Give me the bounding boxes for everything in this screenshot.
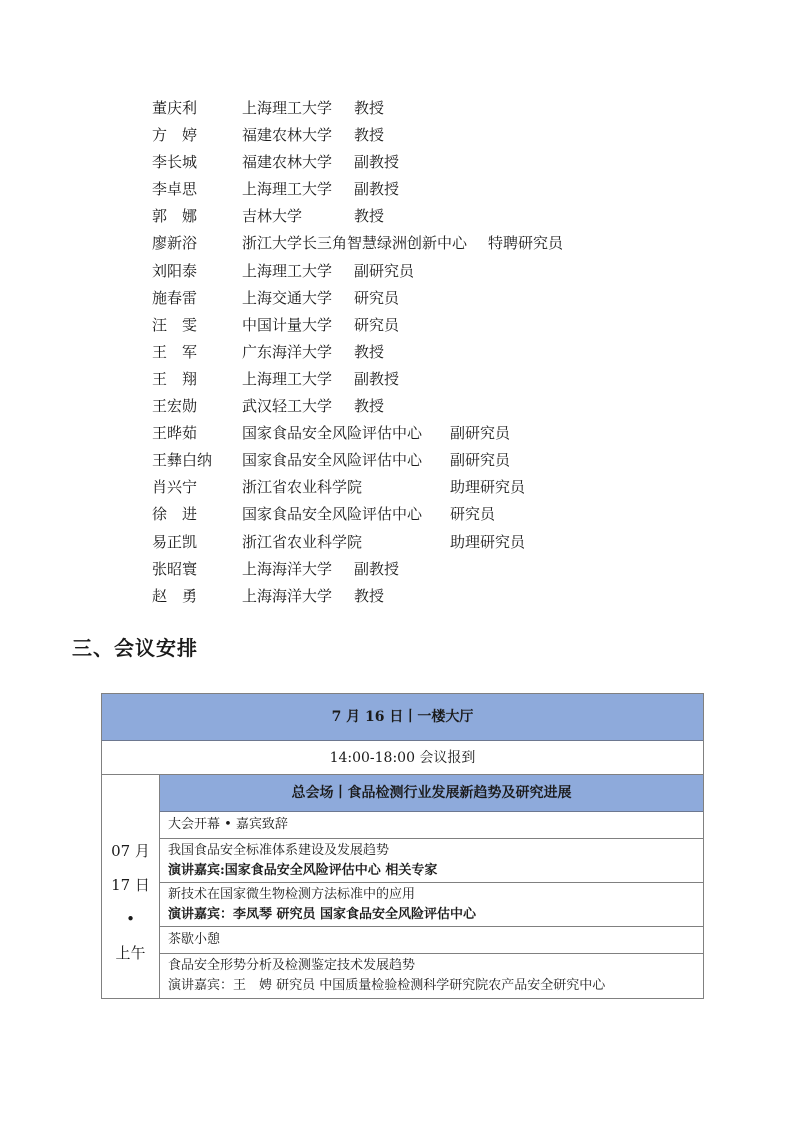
agenda-item-microbial-methods	[160, 883, 703, 927]
schedule-table	[101, 693, 704, 999]
member-organization: 上海理工大学	[242, 369, 333, 388]
member-name: 徐 进	[152, 505, 198, 524]
agenda-speaker: 演讲嘉宾：李凤琴 研究员 国家食品安全风险评估中心	[168, 907, 477, 922]
member-title: 教授	[354, 207, 385, 226]
member-name: 王彝白纳	[152, 451, 213, 470]
member-title: 副教授	[354, 153, 400, 172]
agenda-topic: 新技术在国家微生物检测方法标准中的应用	[168, 887, 416, 902]
member-name: 王 军	[152, 342, 198, 361]
agenda-item-standards	[160, 839, 703, 883]
member-organization: 中国计量大学	[242, 315, 333, 334]
member-name: 王晔茹	[152, 424, 198, 443]
member-title: 教授	[354, 397, 385, 416]
member-name: 汪 雯	[152, 315, 198, 334]
member-name: 李长城	[152, 153, 198, 172]
member-organization: 浙江省农业科学院	[242, 532, 363, 551]
member-name: 赵 勇	[152, 586, 198, 605]
member-name: 易正凯	[152, 532, 198, 551]
date-cell	[102, 775, 160, 998]
member-organization: 吉林大学	[242, 207, 303, 226]
member-organization: 上海理工大学	[242, 99, 333, 117]
agenda-speaker: 演讲嘉宾:国家食品安全风险评估中心 相关专家	[168, 863, 438, 878]
member-title: 研究员	[354, 288, 400, 307]
registration-row: 14:00-18:00 会议报到	[102, 741, 703, 775]
member-organization: 浙江大学长三角智慧绿洲创新中心	[242, 234, 468, 253]
member-organization: 国家食品安全风险评估中心	[242, 505, 423, 524]
section-heading-schedule: 三、会议安排	[72, 636, 198, 660]
agenda-speaker: 演讲嘉宾：王 娉 研究员 中国质量检验检测科学研究院农产品安全研究中心	[168, 978, 606, 993]
member-name: 方 婷	[152, 126, 198, 145]
agenda-item-safety-analysis	[160, 954, 703, 998]
member-title: 副教授	[354, 369, 400, 388]
member-title: 教授	[354, 342, 385, 361]
member-title: 教授	[354, 99, 385, 117]
member-title: 副研究员	[354, 261, 415, 280]
member-title: 教授	[354, 126, 385, 145]
member-name: 肖兴宁	[152, 478, 198, 497]
member-organization: 国家食品安全风险评估中心	[242, 424, 423, 443]
member-organization: 上海海洋大学	[242, 586, 333, 605]
member-organization: 上海理工大学	[242, 261, 333, 280]
member-title: 副教授	[354, 180, 400, 199]
agenda-topic: 食品安全形势分析及检测鉴定技术发展趋势	[168, 958, 416, 973]
member-organization: 武汉轻工大学	[242, 397, 333, 416]
member-organization: 国家食品安全风险评估中心	[242, 451, 423, 470]
member-organization: 浙江省农业科学院	[242, 478, 363, 497]
member-name: 王宏勋	[152, 397, 198, 416]
member-name: 廖新浴	[152, 234, 198, 253]
date-day: 17 日	[111, 875, 150, 894]
date-separator: •	[126, 909, 135, 928]
member-organization: 上海交通大学	[242, 288, 333, 307]
date-month: 07 月	[111, 841, 150, 860]
member-name: 施春雷	[152, 288, 198, 307]
member-title: 教授	[354, 586, 385, 605]
member-title: 副教授	[354, 559, 400, 578]
agenda-topic: 大会开幕 • 嘉宾致辞	[168, 817, 288, 832]
member-title: 助理研究员	[450, 478, 526, 497]
member-name: 王 翔	[152, 369, 198, 388]
member-organization: 福建农林大学	[242, 153, 333, 172]
agenda-item-opening	[160, 812, 703, 839]
agenda-topic: 我国食品安全标准体系建设及发展趋势	[168, 843, 390, 858]
member-title: 特聘研究员	[488, 234, 564, 253]
member-title: 研究员	[354, 315, 400, 334]
member-title: 副研究员	[450, 424, 511, 443]
day-header-july-16: 7 月 16 日丨一楼大厅	[102, 694, 703, 741]
member-title: 研究员	[450, 505, 496, 524]
member-organization: 上海海洋大学	[242, 559, 333, 578]
member-name: 李卓思	[152, 180, 198, 199]
member-organization: 上海理工大学	[242, 180, 333, 199]
morning-session-block	[102, 775, 703, 998]
member-name: 董庆利	[152, 99, 198, 117]
member-organization: 福建农林大学	[242, 126, 333, 145]
date-period: 上午	[115, 943, 146, 962]
member-organization: 广东海洋大学	[242, 342, 333, 361]
agenda-item-tea-break	[160, 927, 703, 954]
member-title: 副研究员	[450, 451, 511, 470]
member-name: 张昭寰	[152, 559, 198, 578]
member-name: 刘阳泰	[152, 261, 198, 280]
member-name: 郭 娜	[152, 207, 198, 226]
session-header-main-venue: 总会场丨食品检测行业发展新趋势及研究进展	[160, 775, 703, 812]
member-title: 助理研究员	[450, 532, 526, 551]
session-list	[160, 775, 703, 998]
agenda-topic: 茶歇小憩	[168, 932, 221, 947]
